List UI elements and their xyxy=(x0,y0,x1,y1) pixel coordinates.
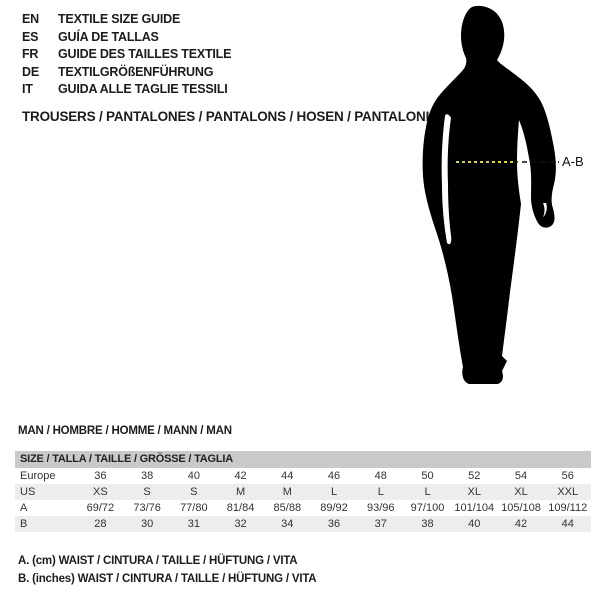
size-cell: 38 xyxy=(421,518,434,530)
size-cell: 101/104 xyxy=(454,502,495,514)
size-table xyxy=(15,451,591,532)
size-cell: 46 xyxy=(327,470,341,482)
size-cell: L xyxy=(377,486,384,498)
size-cell: 56 xyxy=(561,470,574,482)
language-code: DE xyxy=(22,64,39,79)
row-label: A xyxy=(20,502,28,514)
measure-label: A-B xyxy=(562,154,584,169)
size-cell: 85/88 xyxy=(273,502,302,514)
size-cell: 44 xyxy=(281,470,294,482)
size-cell: 81/84 xyxy=(226,502,255,514)
size-cell: 48 xyxy=(374,470,387,482)
footnotes xyxy=(18,553,316,588)
size-cell: 52 xyxy=(468,470,481,482)
section-title: MAN / HOMBRE / HOMME / MANN / MAN xyxy=(18,425,232,437)
table-row xyxy=(15,484,591,500)
size-cell: 30 xyxy=(140,518,154,530)
language-label: TEXTILE SIZE GUIDE xyxy=(58,12,181,26)
size-cell: L xyxy=(330,486,338,498)
size-cell: L xyxy=(424,486,431,498)
row-label: B xyxy=(20,518,28,530)
language-code: ES xyxy=(22,29,39,44)
size-cell: S xyxy=(190,486,198,498)
table-row xyxy=(15,500,591,516)
table-row xyxy=(15,468,591,484)
row-label: Europe xyxy=(20,470,56,482)
size-cell: XS xyxy=(93,486,108,498)
size-cell: 97/100 xyxy=(410,502,445,514)
size-cell: 77/80 xyxy=(180,502,208,514)
footnote-b: B. (inches) WAIST / CINTURA / TAILLE / HÜFTUNG / VITA xyxy=(18,572,317,585)
size-cell: 105/108 xyxy=(501,502,541,514)
size-cell: 28 xyxy=(94,518,107,530)
size-cell: XL xyxy=(467,486,481,498)
size-cell: 44 xyxy=(561,518,574,530)
size-cell: 38 xyxy=(140,470,154,482)
language-code: IT xyxy=(22,82,33,97)
size-cell: XXL xyxy=(557,486,579,498)
size-cell: 42 xyxy=(234,470,247,482)
size-cell: 32 xyxy=(234,518,247,530)
footnote-a: A. (cm) WAIST / CINTURA / TAILLE / HÜFTUNG / VITA xyxy=(18,555,298,567)
size-cell: 93/96 xyxy=(367,502,395,514)
language-code: EN xyxy=(22,12,39,26)
language-label: TEXTILGRÖßENFÜHRUNG xyxy=(58,64,214,79)
language-label: GUIDE DES TAILLES TEXTILE xyxy=(58,47,232,62)
size-cell: 69/72 xyxy=(86,502,115,514)
size-cell: 109/112 xyxy=(548,502,588,514)
size-cell: 42 xyxy=(514,518,528,530)
size-cell: 36 xyxy=(327,518,341,530)
size-cell: 54 xyxy=(514,470,528,482)
row-label: US xyxy=(20,486,36,498)
size-cell: 89/92 xyxy=(320,502,348,514)
size-cell: M xyxy=(282,486,292,498)
size-cell: 50 xyxy=(421,470,434,482)
size-cell: S xyxy=(143,486,151,498)
table-row xyxy=(15,516,591,532)
size-cell: 31 xyxy=(187,518,200,530)
category-title: TROUSERS / PANTALONES / PANTALONS / HOSEN / PANTALONI xyxy=(22,109,430,124)
size-cell: 36 xyxy=(94,470,107,482)
size-cell: 73/76 xyxy=(133,502,161,514)
size-cell: 40 xyxy=(187,470,200,482)
language-label: GUIDA ALLE TAGLIE TESSILI xyxy=(58,82,228,97)
size-table-body xyxy=(15,468,591,532)
size-cell: 34 xyxy=(281,518,294,530)
language-label: GUÍA DE TALLAS xyxy=(58,29,159,44)
size-cell: 37 xyxy=(374,518,387,530)
size-cell: XL xyxy=(514,486,528,498)
size-cell: 40 xyxy=(468,518,481,530)
table-header: SIZE / TALLA / TAILLE / GRÖSSE / TAGLIA xyxy=(15,451,591,468)
language-code: FR xyxy=(22,47,39,62)
size-cell: M xyxy=(235,486,246,498)
